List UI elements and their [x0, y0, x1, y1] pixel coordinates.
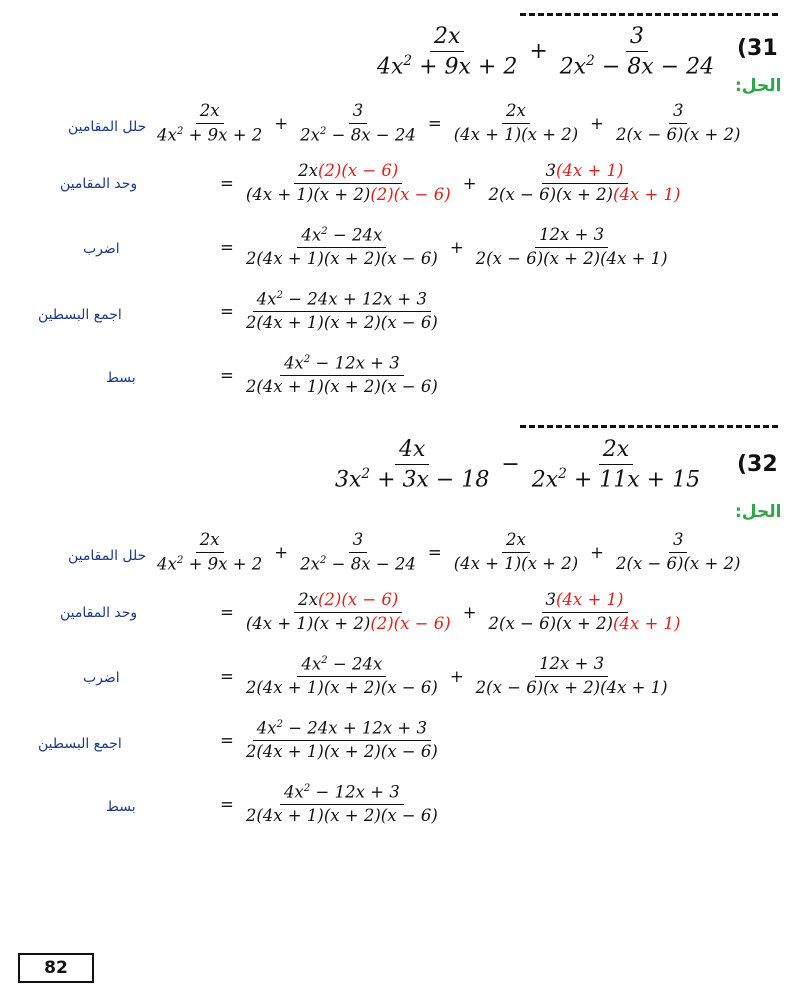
section-divider [520, 13, 778, 16]
step-label-multiply: اضرب [83, 241, 120, 257]
step-add-expression: = $\frac{4x^2 - 24x + 12x + 3}{2(4x + 1)(x + 2)(x - 6)}$ [220, 718, 438, 762]
page-number-box [18, 953, 94, 983]
step-label-unify: وحد المقامين [60, 176, 138, 192]
step-multiply-expression: = $\frac{4x^2 - 24x}{2(4x + 1)(x + 2)(x - 6)}$ + $\frac{12x + 3}{2(x - 6)(x + 2)(4x + 1)}$ [220, 225, 668, 269]
step-label-factor: حلل المقامين [68, 548, 147, 564]
q32-frac1-denominator: $3x^2 + 3x - 18$ [335, 466, 490, 493]
section-divider [520, 425, 778, 428]
problem-31-question [370, 24, 721, 80]
problem-number: (31 [737, 36, 778, 61]
problem-32-question [328, 437, 707, 493]
step-label-add: اجمع البسطين [38, 736, 122, 752]
step-unify-expression: = $\frac{2x(2)(x - 6)}{(4x + 1)(x + 2)(2)(x - 6)}$ + $\frac{3(4x + 1)}{2(x - 6)(x + 2)(4x + 1)}$ [220, 590, 681, 633]
step-simplify-expression: = $\frac{4x^2 - 12x + 3}{2(4x + 1)(x + 2)(x - 6)}$ [220, 782, 438, 826]
problem-number: (32 [737, 452, 778, 477]
q31-frac2-numerator: 3 [626, 24, 648, 52]
q32-frac1-numerator: 4x [395, 437, 429, 465]
step-label-unify: وحد المقامين [60, 605, 138, 621]
solution-label: الحل: [735, 502, 782, 522]
step-factor-expression: $\frac{2x}{4x^2 + 9x + 2}$ + $\frac{3}{2x^2 - 8x - 24}$ = $\frac{2x}{(4x + 1)(x + 2)}$ + $\frac{3}{2(x - 6)(x + 2)}$ [157, 530, 741, 574]
step-label-factor: حلل المقامين [68, 119, 147, 135]
step-add-expression: = $\frac{4x^2 - 24x + 12x + 3}{2(4x + 1)(x + 2)(x - 6)}$ [220, 289, 438, 333]
step-multiply-expression: = $\frac{4x^2 - 24x}{2(4x + 1)(x + 2)(x - 6)}$ + $\frac{12x + 3}{2(x - 6)(x + 2)(4x + 1)}$ [220, 654, 668, 698]
q31-frac1-numerator: 2x [430, 24, 464, 52]
q32-operator: − [501, 452, 520, 478]
step-label-simplify: بسط [106, 370, 136, 386]
page-number: 82 [44, 958, 68, 978]
q32-frac2-numerator: 2x [599, 437, 633, 465]
q31-frac2-denominator: $2x^2 - 8x - 24$ [559, 53, 715, 80]
q31-frac1-denominator: $4x^2 + 9x + 2$ [377, 53, 518, 80]
step-label-add: اجمع البسطين [38, 307, 122, 323]
q32-frac2-denominator: $2x^2 + 11x + 15$ [531, 466, 701, 493]
q31-operator: + [529, 39, 548, 65]
step-simplify-expression: = $\frac{4x^2 - 12x + 3}{2(4x + 1)(x + 2)(x - 6)}$ [220, 353, 438, 397]
solution-label: الحل: [735, 76, 782, 96]
step-factor-expression: $\frac{2x}{4x^2 + 9x + 2}$ + $\frac{3}{2x^2 - 8x - 24}$ = $\frac{2x}{(4x + 1)(x + 2)}$ + $\frac{3}{2(x - 6)(x + 2)}$ [157, 101, 741, 145]
step-label-simplify: بسط [106, 799, 136, 815]
step-label-multiply: اضرب [83, 670, 120, 686]
step-unify-expression: = $\frac{2x(2)(x - 6)}{(4x + 1)(x + 2)(2)(x - 6)}$ + $\frac{3(4x + 1)}{2(x - 6)(x + 2)(4x + 1)}$ [220, 161, 681, 204]
